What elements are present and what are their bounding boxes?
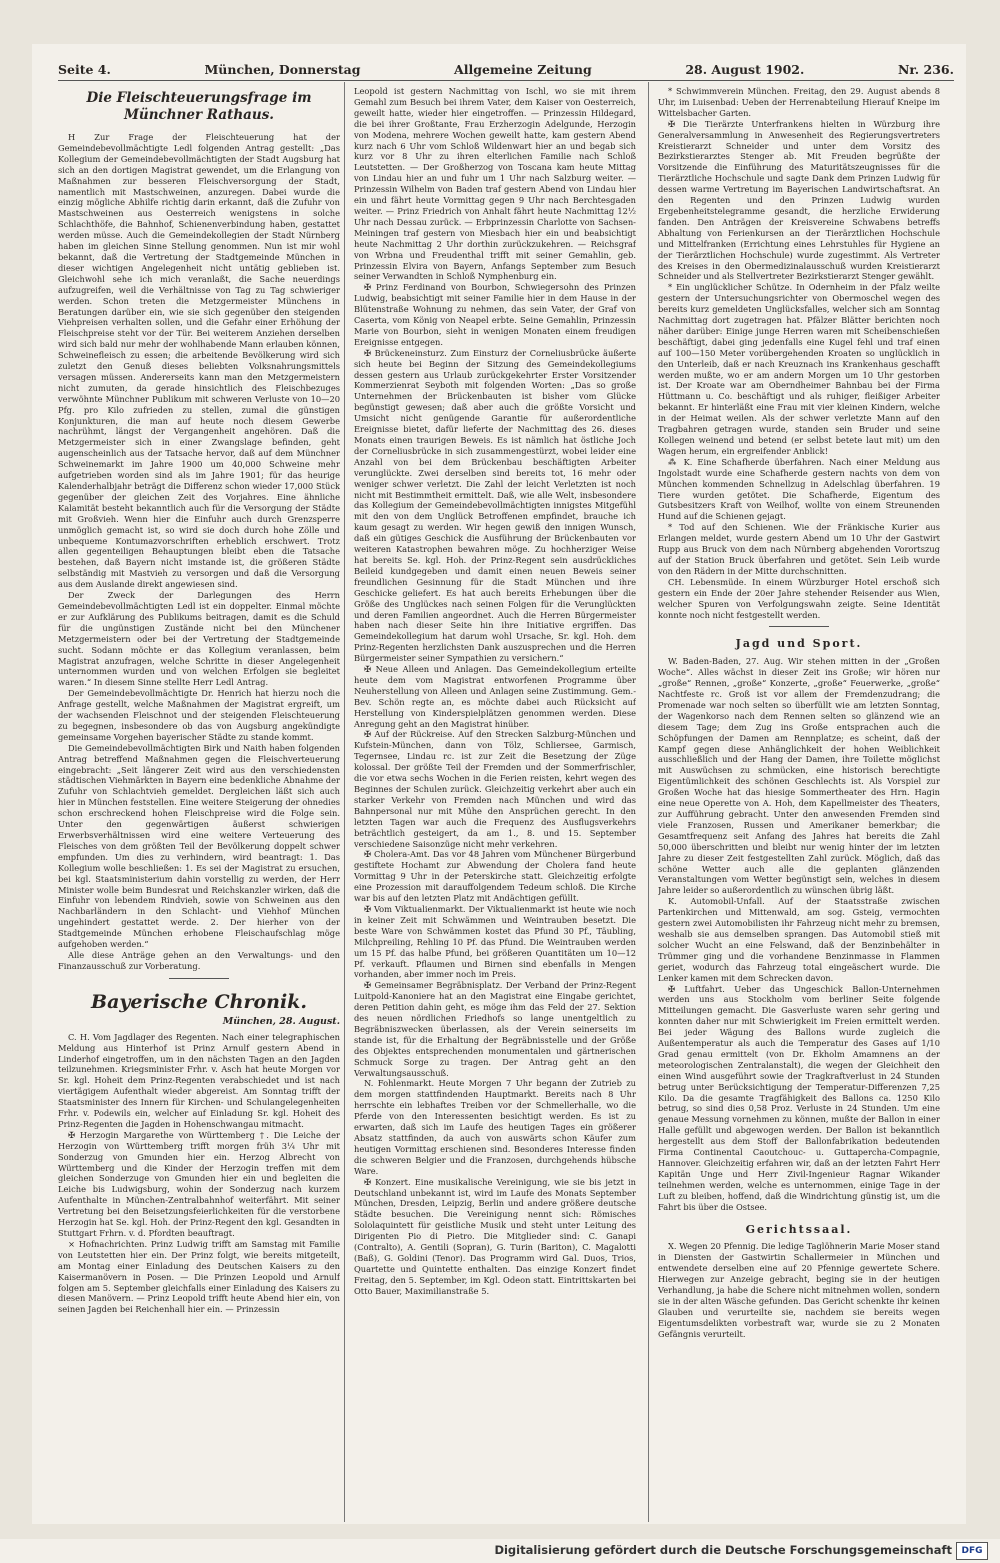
- news-item: ✠ Neue Alleen und Anlagen. Das Gemeindekollegium erteilte heute dem vom Magistrat entworfenen Programme über Neuherstellung von Alleen und Anlagen seine Zustimmung. Gem.-Bev. Schön regte an, es möchte dabei auch Rücksicht auf Herstellung von Kinderspielplätzen genommen werden. Diese Anregung geht an den Magistrat hinüber.: [354, 664, 636, 729]
- news-item: ✠ Vom Viktualienmarkt. Der Viktualienmarkt ist heute wie noch in keiner Zeit mit Schwämmen und Weintrauben besetzt. Die beste Ware von Schwämmen kostet das Pfund 30 Pf., Täubling, Milchpreiling, Rehling 10 Pf. das Pfund. Die Weintrauben werden um 15 Pf. das halbe Pfund, bei größeren Quantitäten um 10—12 Pf. verkauft. Pflaumen und Birnen sind ebenfalls in Mengen vorhanden, aber immer noch im Preis.: [354, 903, 636, 980]
- news-item: ✠ Auf der Rückreise. Auf den Strecken Salzburg-München und Kufstein-München, dann von Tölz, Schliersee, Garmisch, Tegernsee, Lindau rc. ist zur Zeit die Besetzung der Züge kolossal. Der größte Teil der Fremden und der Sommerfrischler, die vor etwa sechs Wochen in die Ferien reisten, kehrt wegen des Beginnes der Schulen zurück. Gleichzeitig verkehrt aber auch ein starker Verkehr von Fremden nach München und wird das Bahnpersonal nur mit Mühe den Ansprüchen gerecht. In den letzten Tagen war auch die Frequenz des Ausflugsverkehrs beträchtlich gesteigert, da am 1., 8. und 15. September verschiedene Saisonzüge nicht mehr verkehren.: [354, 729, 636, 849]
- news-item: C. H. Vom Jagdlager des Regenten. Nach einer telegraphischen Meldung aus Hinterhof ist Prinz Arnulf gestern Abend in Linderhof eingetroffen, um in den nächsten Tagen an den Jagden teilzunehmen. Kriegsminister Frhr. v. Asch hat heute Morgen vor Sr. kgl. Hoheit dem Prinz-Regenten verabschiedet und ist nach viertägigem Aufenthalt wieder abgereist. Am Sonntag trifft der Staatsminister des Innern für Kirchen- und Schulangelegenheiten Frhr. v. Podewils ein, welcher auf Einladung Sr. kgl. Hoheit des Prinz-Regenten die Jagden in Hohenschwangau mitmacht.: [58, 1031, 340, 1129]
- header-rule: [58, 80, 954, 81]
- news-item: ✠ Brückeneinsturz. Zum Einsturz der Corneliusbrücke äußerte sich heute bei Beginn der Sitzung des Gemeindekollegiums dessen gestern aus Urlaub zurückgekehrter Erster Vorsitzender Kommerzienrat Seyboth mit folgenden Worten: „Das so große Unternehmen der Brückenbauten ist bisher vom Glücke begünstigt gewesen; daß aber auch die größte Vorsicht und Umsicht nicht genügende Garantie für außerordentliche Ereignisse bietet, dafür lieferte der Nachmittag des 26. dieses Monats einen traurigen Beweis. Es ist nämlich hat östliche Joch der Corneliusbrücke in sich zusammengestürzt, wobei leider eine Anzahl von bei dem Brückenbau beschäftigten Arbeiter verunglückte. Zwei derselben sind bereits tot, 16 mehr oder weniger schwer verletzt. Die Zahl der leicht Verletzten ist noch nicht mit Bestimmtheit ermittelt. Daß, wie alle Welt, insbesondere das Kollegium der Gemeindebevollmächtigten innigstes Mitgefühl mit den von dem Unglück Betroffenen empfindet, brauche ich kaum gesagt zu werden. Wir hegen gewiß den innigen Wunsch, daß ein gütiges Geschick die Ausführung der Brückenbauten vor weiteren Katastrophen bewahren möge. Zu hochherziger Weise hat bereits Se. kgl. Hoh. der Prinz-Regent sein ausdrückliches Beileid kundgegeben und damit einen neuen Beweis seiner freundlichen Gesinnung für die Stadt München und ihre Geschicke geliefert. Es hat auch bereits Erhebungen über die Größe des Unglückes nach seinen Folgen für die Verunglückten und deren Familien angeordnet. Auch die Herren Bürgermeister haben nach dieser Seite hin ihre Initiative ergriffen. Das Gemeindekollegium hat darum wohl Ursache, Sr. kgl. Hoh. dem Prinz-Regenten herzlichsten Dank auszusprechen und die Herren Bürgermeister seiner Sympathien zu versichern.“: [354, 347, 636, 664]
- news-item: × Hofnachrichten. Prinz Ludwig trifft am Samstag mit Familie von Leutstetten hier ein. Der Prinz folgt, wie bereits mitgeteilt, am Montag einer Einladung des Deutschen Kaisers zu den Kaisermanövern in Posen. — Die Prinzen Leopold und Arnulf folgen am 5. September gleichfalls einer Einladung des Kaisers zu diesen Manövern. — Prinz Leopold trifft heute Abend hier ein, von seinen Jagden bei Reichenhall hier ein. — Prinzessin: [58, 1238, 340, 1315]
- column-divider-2: [648, 82, 649, 1522]
- news-item: CH. Lebensmüde. In einem Würzburger Hotel erschoß sich gestern ein Ende der 20er Jahre stehender Reisender aus Wien, welcher Spuren von Verfolgungswahn zeigte. Seine Identität konnte noch nicht festgestellt werden.: [658, 576, 940, 620]
- news-item: ✠ Die Tierärzte Unterfrankens hielten in Würzburg ihre Generalversammlung in Anwesenheit des Regierungsvertreters Kreistierarzt Schneider und unter dem Vorsitz des Bezirkstierarztes Stenger ab. Mit Freuden begrüßte der Vorsitzende die Einführung des Maturitätszeugnisses für die Tierärztliche Hochschule und sagte Dank dem Prinzen Ludwig für dessen warme Vertretung im Bayerischen Landwirtschaftsrat. An den Regenten und den Prinzen Ludwig wurden Ergebenheitstelegramme gesandt, die herzliche Erwiderung fanden. Den Anträgen der Kreisvereine Schwabens betreffs Abhaltung von Ferienkursen an der Tierärztlichen Hochschule und Mittelfranken (Errichtung eines Lehrstuhles für Hygiene an der Tierärztlichen Hochschule) wurde zugestimmt. Als Vertreter des Kreises in den Obermedizinalausschuß wurden Kreistierarzt Schneider und als Stellvertreter Bezirkstierarzt Stenger gewählt.: [658, 118, 940, 282]
- city-day: München, Donnerstag: [204, 61, 361, 77]
- news-item: ✠ Cholera-Amt. Das vor 48 Jahren vom Münchener Bürgerbund gestiftete Hochamt zur Abwendung der Cholera fand heute Vormittag 9 Uhr in der Peterskirche statt. Gleichzeitig erfolgte eine Prozession mit darauffolgendem Tedeum schloß. Die Kirche war bis auf den letzten Platz mit Andächtigen gefüllt.: [354, 849, 636, 904]
- news-item: ✠ Herzogin Margarethe von Württemberg †. Die Leiche der Herzogin von Württemberg trifft morgen früh 3¼ Uhr mit Sonderzug von Gmunden hier ein. Herzog Albrecht von Württemberg und die Kinder der Herzogin treffen mit dem gleichen Sonderzuge von Gmunden hier ein und begleiten die Leiche bis Ludwigsburg, wohin der Sonderzug nach kurzem Aufenthalte in München-Zentralbahnhof weiterfährt. Mit seiner Vertretung bei den Beisetzungsfeierlichkeiten für die verstorbene Herzogin hat Se. kgl. Hoh. der Prinz-Regent den kgl. Gesandten in Stuttgart Frhrn. v. d. Pfordten beauftragt.: [58, 1129, 340, 1238]
- column-1: [58, 86, 340, 1526]
- news-item: W. Baden-Baden, 27. Aug. Wir stehen mitten in der „Großen Woche“. Alles wächst in dieser Zeit ins Große; wir hören nur „große“ Rennen, „große“ Konzerte, „große“ Feuerwerke, „große“ Nachtfeste rc. Groß ist vor allem der Fremdenzudrang; die Promenade war noch selten so überfüllt wie am letzten Sonntag, der Wagenkorso nach dem Rennen selten so glänzend wie an diesem Tage; dem Zug ins Große entsprachen auch die Schöpfungen der Damen am Rennplatze; es scheint, daß der Kampf gegen diese Anhänglichkeit der hohen Weiblichkeit ausschließlich und der Hang der Damen, ihre Toilette möglichst mit Auswüchsen zu schmücken, eine historisch berechtigte Eigentümlichkeit des schönen Geschlechts ist. Als Vorspiel zur Großen Woche hat das hiesige Sommertheater des Hrn. Hagin eine neue Operette von A. Hoh, dem Kapellmeister des Theaters, zur Aufführung gebracht. Unter den anwesenden Fremden sind viele Franzosen, Russen und Amerikaner bemerkbar; die Gesamtfrequenz seit Anfang des Jahres hat bereits die Zahl 50,000 überschritten und bleibt nur wenig hinter der im letzten Jahre zu dieser Zeit festgestellten Zahl zurück. Möglich, daß das schöne Wetter auch alle die geplanten glänzenden Veranstaltungen vom Wetter begünstigt sein, welches in diesem Jahre leider so außerordentlich zu wünschen übrig läßt.: [658, 656, 940, 896]
- column-divider-1: [344, 82, 345, 1522]
- news-item: * Schwimmverein München. Freitag, den 29. August abends 8 Uhr, im Luisenbad: Ueben der Herrenabteilung Hierauf Kneipe im Wittelsbacher Garten.: [658, 86, 940, 118]
- dateline: München, 28. August.: [222, 1015, 340, 1027]
- issue-date: 28. August 1902.: [685, 61, 805, 77]
- news-item: K. Automobil-Unfall. Auf der Staatsstraße zwischen Partenkirchen und Mittenwald, am sog. Gsteig, vermochten gestern zwei Automobilisten ihr Fahrzeug nicht mehr zu bremsen, weshalb sie aus demselben sprangen. Das Automobil stieß mit solcher Wucht an eine Felswand, daß der Benzinbehälter in Trümmer ging und die vorhandene Benzinmasse in Flammen geriet, wodurch das Fahrzeug total eingeäschert wurde. Die Lenker kamen mit dem Schrecken davon.: [658, 896, 940, 983]
- article-paragraph: Der Gemeindebevollmächtigte Dr. Henrich hat hierzu noch die Anfrage gestellt, welche Maßnahmen der Magistrat ergreift, um der wachsenden Fleischnot und der steigenden Fleischteuerung zu begegnen, insbesondere ob das von Augsburg angekündigte gemeinsame Vorgehen bayerischer Städte zu stande kommt.: [58, 688, 340, 742]
- issue-number: Nr. 236.: [897, 61, 954, 77]
- article-paragraph: Alle diese Anträge gehen an den Verwaltungs- und den Finanzausschuß zur Vorberatung.: [58, 949, 340, 971]
- section-title: Gerichtssaal.: [745, 1222, 853, 1236]
- divider: [769, 626, 829, 627]
- section-title: Jagd und Sport.: [735, 637, 863, 651]
- news-item: Leopold ist gestern Nachmittag von Ischl, wo sie mit ihrem Gemahl zum Besuch bei ihrem Vater, dem Kaiser von Oesterreich, geweilt hatte, wieder hier eingetroffen. — Prinzessin Hildegard, die bei ihrer Großtante, Frau Erzherzogin Adelgunde, Herzogin von Modena, mehrere Wochen geweilt hatte, kam gestern Abend kurz nach 6 Uhr vom Schloß Wildenwart hier an und begab sich kurz vor 8 Uhr zu ihren elterlichen Familie nach Schloß Leutstetten. — Der Großherzog von Toscana kam heute Mittag von Lindau hier an und fuhr um 1 Uhr nach Salzburg weiter. — Prinzessin Wilhelm von Baden traf gestern Abend von Lindau hier ein und fährt heute Vormittag gegen 9 Uhr nach Berchtesgaden weiter. — Prinz Friedrich von Anhalt fährt heute Nachmittag 12½ Uhr nach Dessau zurück. — Erbprinzessin Charlotte von Sachsen-Meiningen traf gestern von Miesbach hier ein und beabsichtigt heute Nachmittag 2 Uhr dorthin zurückzukehren. — Reichsgraf von Wrbna und Freudenthal trifft mit seiner Gemahlin, geb. Prinzessin Elvira von Bayern, Anfangs September zum Besuch seiner Verwandten in Schloß Nymphenburg ein.: [354, 86, 636, 282]
- page-number: Seite 4.: [58, 61, 111, 77]
- article-paragraph: H Zur Frage der Fleischteuerung hat der Gemeindebevollmächtigte Ledl folgenden Antrag gestellt: „Das Kollegium der Gemeindebevollmächtigten der Stadt Augsburg hat sich an den dortigen Magistrat gewendet, um die Erlangung von Maßnahmen zur besseren Fleischversorgung der Stadt, namentlich mit Mastschweinen, anzuregen. Dabei wurde die einzig mögliche Abhilfe richtig darin erkannt, daß die Zufuhr von Mastschweinen aus Oesterreich wenigstens in solche Schlachthöfe, die Bahnhof, Schienenverbindung haben, gestattet werden müsse. Auch die Gemeindekollegien der Stadt Nürnberg haben im gleichen Sinne Stellung genommen. Nun ist mir wohl bekannt, daß die Vertretung der Stadtgemeinde München in dieser wichtigen Angelegenheit nicht untätig geblieben ist. Gleichwohl sehe ich mich veranlaßt, die Sache neuerdings aufzugreifen, weil die Verhältnisse von Tag zu Tag schwieriger werden. Schon treten die Metzgermeister Münchens in Beratungen darüber ein, wie sie sich gegenüber den steigenden Viehpreisen verhalten sollen, und die Gefahr einer Erhöhung der Fleischpreise steht vor der Tür. Bei weiterem Anziehen derselben wird sich bald nur mehr der wohlhabende Mann erlauben können, Schweinefleisch zu essen; die arbeitende Bevölkerung wird sich zuletzt den Genuß dieses beliebten Volksnahrungsmittels versagen müssen. Andererseits kann man den Metzgermeistern nicht zumuten, da gerade hinsichtlich des Fleischbezuges verwöhnte Münchner Publikum mit schweren Verluste von 10—20 Pfg. pro Kilo zufrieden zu stellen, zumal die günstigen Konjunkturen, die man auf heute noch diesem Gewerbe nachrühmt, längst der Vergangenheit angehören. Daß die Metzgermeister sich in einer Zwangslage befinden, geht augenscheinlich aus der Tatsache hervor, daß auf dem Münchner Schweinemarkt im Jahre 1900 um 40,000 Schweine mehr aufgetrieben worden sind als im Jahre 1901; für das heurige Kalenderhalbjahr beträgt die Differenz schon wieder 17,000 Stück gegenüber der gleichen Zeit des Vorjahres. Eine ähnliche Kalamität besteht bekanntlich auch für die Versorgung der Städte mit Großvieh. Wenn hier die Einfuhr auch durch Grenzsperre unmöglich gemacht ist, so wird sie doch durch hohe Zölle und unbequeme Kontumazvorschriften erheblich erschwert. Trotz allen gegenteiligen Behauptungen bleibt eben die Tatsache bestehen, daß Bayern nicht imstande ist, die größeren Städte selbständig mit Mastvieh zu versorgen und daß die Versorgung aus dem Auslande direkt angewiesen sind.: [58, 132, 340, 590]
- news-item: ✠ Luftfahrt. Ueber das Ungeschick Ballon-Unternehmen werden uns aus Stockholm vom berliner Seite folgende Mitteilungen gemacht. Die Gasverluste waren sehr gering und konnten daher nur mit Schwierigkeit im Freien ermittelt werden. Bei jeder Wägung des Ballons wurde zugleich die Außentemperatur als auch die Temperatur des Gases auf 1/10 Grad genau ermittelt (von Dr. Ekholm Amamnens an der meteorologischen Zentralanstalt), die wegen der Gleichheit den einen Wind ausgeführt sowie der Tragkraftverlust in 24 Stunden betrug unter Berücksichtigung der Temperatur-Differenzen 7,25 Kilo. Da die gesamte Tragfähigkeit des Ballons ca. 1250 Kilo betrug, so sind dies 0,58 Proz. Verluste in 24 Stunden. Um eine genaue Messung vornehmen zu können, mußte der Ballon in einer Halle gefüllt und abgewogen werden. Der Ballon ist bekanntlich hergestellt aus dem Stoff der Ballonfabrikation bedeutenden Firma Continental Caoutchouc- u. Guttapercha-Compagnie, Hannover. Gleichzeitig erfahren wir, daß an der letzten Fahrt Herr Kapitän Unge und Herr Zivil-Ingenieur Ragnar Wikander teilnehmen werden, welche es unternommen, einige Tage in der Luft zu bleiben, hoffend, daß die Windrichtung günstig ist, um die Fahrt bis über die Ostsee.: [658, 983, 940, 1212]
- column-3: [658, 86, 940, 1526]
- news-item: ✠ Gemeinsamer Begräbnisplatz. Der Verband der Prinz-Regent Luitpold-Kanoniere hat an den Magistrat eine Eingabe gerichtet, deren Petition dahin geht, es möge ihm das Feld der 27. Sektion des neuen nördlichen Friedhofs so lange unentgeltlich zu Begräbniszwecken überlassen, als der Verein seinerseits im stande ist, für die Erhaltung der Begräbnisstelle und der Größe des Objektes entsprechenden monumentalen und gärtnerischen Schmuck Sorge zu tragen. Der Antrag geht an den Verwaltungsausschuß.: [354, 980, 636, 1078]
- news-item: ⁂ K. Eine Schafherde überfahren. Nach einer Meldung aus Ingolstadt wurde eine Schafherde gestern nachts von dem von München kommenden Schnellzug in Adelschlag überfahren. 19 Tiere wurden getötet. Die Schafherde, Eigentum des Gutsbesitzers Kraft von Weilhof, wollte von einem Streunenden Hund auf die Schienen gejagt.: [658, 456, 940, 522]
- news-item: ✠ Konzert. Eine musikalische Vereinigung, wie sie bis jetzt in Deutschland unbekannt ist, wird im Laufe des Monats September München, Dresden, Leipzig, Berlin und andere größere deutsche Städte besuchen. Die Vereinigung nennt sich: Römisches Sololaquintett für geistliche Musik und steht unter Leitung des Dirigenten Pio di Pietro. Die Mitglieder sind: C. Ganapi (Contralto), A. Gentili (Sopran), G. Turin (Bariton), C. Magalotti (Baß), G. Goldini (Tenor). Das Programm wird Gal. Duos, Trios, Quartette und Quintette enthalten. Das einzige Konzert findet Freitag, den 5. September, im Kgl. Odeon statt. Eintrittskarten bei Otto Bauer, Maximilianstraße 5.: [354, 1176, 636, 1296]
- running-head: [58, 58, 954, 80]
- masthead: Allgemeine Zeitung: [454, 61, 592, 77]
- news-item: ✠ Prinz Ferdinand von Bourbon, Schwiegersohn des Prinzen Ludwig, beabsichtigt mit seiner Familie hier in dem Hause in der Blütenstraße Wohnung zu nehmen, das sein Vater, der Graf von Caserta, vom König von Neapel erbte. Seine Gemahlin, Prinzessin Marie von Bourbon, sieht in wenigen Monaten einem freudigen Ereignisse entgegen.: [354, 282, 636, 347]
- article-paragraph: Der Zweck der Darlegungen des Herrn Gemeindebevollmächtigten Ledl ist ein doppelter. Einmal möchte er zur Aufklärung des Publikums beitragen, damit es die Schuld für die ungünstigen Zustände nicht bei den Münchener Metzgermeistern oder bei der Vertretung der Stadtgemeinde sucht. Sodann möchte er das Kollegium veranlassen, beim Magistrat anzufragen, welche Schritte in dieser Angelegenheit unternommen wurden und von welchen Erfolgen sie begleitet waren.“ In diesem Sinne stellte Herr Ledl Antrag.: [58, 590, 340, 688]
- article-headline: Die Fleischteuerungsfrage im Münchner Rathaus.: [86, 90, 312, 123]
- news-item: X. Wegen 20 Pfennig. Die ledige Taglöhnerin Marie Moser stand in Diensten der Gastwirtin Schallermeier in München und entwendete derselben eine auf 20 Pfennige gewertete Schere. Hierwegen zur Anzeige gebracht, beging sie in der heutigen Verhandlung, ja habe die Schere nicht mitnehmen wollen, sondern sie in der alten Wäsche gefunden. Das Gericht schenkte ihr keinen Glauben und verurteilte sie, nachdem sie bereits wegen Eigentumsdelikten vorbestraft war, wurde sie zu 2 Monaten Gefängnis verurteilt.: [658, 1241, 940, 1339]
- footer-bar: [0, 1539, 1000, 1563]
- column-2: [354, 86, 636, 1526]
- news-item: N. Fohlenmarkt. Heute Morgen 7 Uhr begann der Zutrieb zu dem morgen stattfindenden Hauptmarkt. Bereits nach 8 Uhr herrschte ein lebhaftes Treiben vor der Schmellerhalle, wo die Pferde von den Interessenten besichtigt werden. Es ist zu erwarten, daß sich im Laufe des heutigen Tages ein größerer Absatz stattfinden, da auch von auswärts schon Käufer zum heutigen Vormittag erschienen sind. Besonderes Interesse finden die schweren Belgier und die Franzosen, durchgehends hübsche Ware.: [354, 1078, 636, 1176]
- section-title: Bayerische Chronik.: [91, 990, 307, 1013]
- article-paragraph: Die Gemeindebevollmächtigten Birk und Naith haben folgenden Antrag betreffend Maßnahmen gegen die Fleischverteuerung eingebracht: „Seit längerer Zeit wird aus den verschiedensten städtischen Viehmärkten in Bayern eine bedenkliche Abnahme der Zufuhr von Schlachtvieh gemeldet. Dergleichen läßt sich auch hier in München feststellen. Eine weitere Steigerung der ohnedies schon erschreckend hohen Fleischpreise wird die Folge sein. Unter den gegenwärtigen äußerst schwierigen Erwerbsverhältnissen wird eine weitere Verteuerung des Fleisches von dem größten Teil der Bevölkerung doppelt schwer empfunden. Um dies zu verhindern, wird beantragt: 1. Das Kollegium wolle beschließen: 1. Es sei der Magistrat zu ersuchen, bei kgl. Staatsministerium dahin vorstellig zu werden, der Herr Minister wolle beim Bundesrat und Reichskanzler wirken, daß die Einfuhr von lebendem Rindvieh, sowie von Schweinen aus den Nachbarländern in den Schlacht- und Viehhof München ungehindert gestattet werde. 2. Der hierher von der Stadtgemeinde München erhobene Fleischaufschlag möge aufgehoben werden.“: [58, 742, 340, 950]
- dfg-logo-icon: DFG: [956, 1542, 988, 1560]
- divider: [169, 978, 229, 979]
- funding-notice: Digitalisierung gefördert durch die Deutsche Forschungsgemeinschaft: [494, 1543, 952, 1557]
- news-item: * Tod auf den Schienen. Wie der Fränkische Kurier aus Erlangen meldet, wurde gestern Abend um 10 Uhr der Gastwirt Rupp aus Bruck von dem nach Nürnberg abgehenden Vorortszug auf der Station Bruck überfahren und getötet. Sein Leib wurde von den Rädern in der Mitte durchschnitten.: [658, 522, 940, 576]
- news-item: * Ein unglücklicher Schütze. In Odernheim in der Pfalz weilte gestern der Untersuchungsrichter von Obermoschel wegen des bereits kurz gemeldeten Unglücksfalles, welcher sich am Sonntag Nachmittag dort zugetragen hat. Pfälzer Blätter berichten noch näher darüber: Einige junge Herren waren mit Scheibenschießen beschäftigt, dabei ging jedenfalls eine Kugel fehl und traf einen auf 100—150 Meter vorübergehenden Kroaten so unglücklich in den Unterleib, daß er nach Kreuznach ins Krankenhaus geschafft werden mußte, wo er am andern Morgen um 10 Uhr gestorben ist. Der Kroate war am Oberndheimer Bahnbau bei der Firma Hüttmann u. Co. beschäftigt und als ruhiger, fleißiger Arbeiter bekannt. Er hinterläßt eine Frau mit vier kleinen Kindern, welche in der Heimat weilen. Als der schwer verletzte Mann auf den Tragbahren getragen wurde, standen sein Bruder und seine Kollegen weinend und betend (er selbst betete laut mit) um den Wagen herum, ein ergreifender Anblick!: [658, 282, 940, 456]
